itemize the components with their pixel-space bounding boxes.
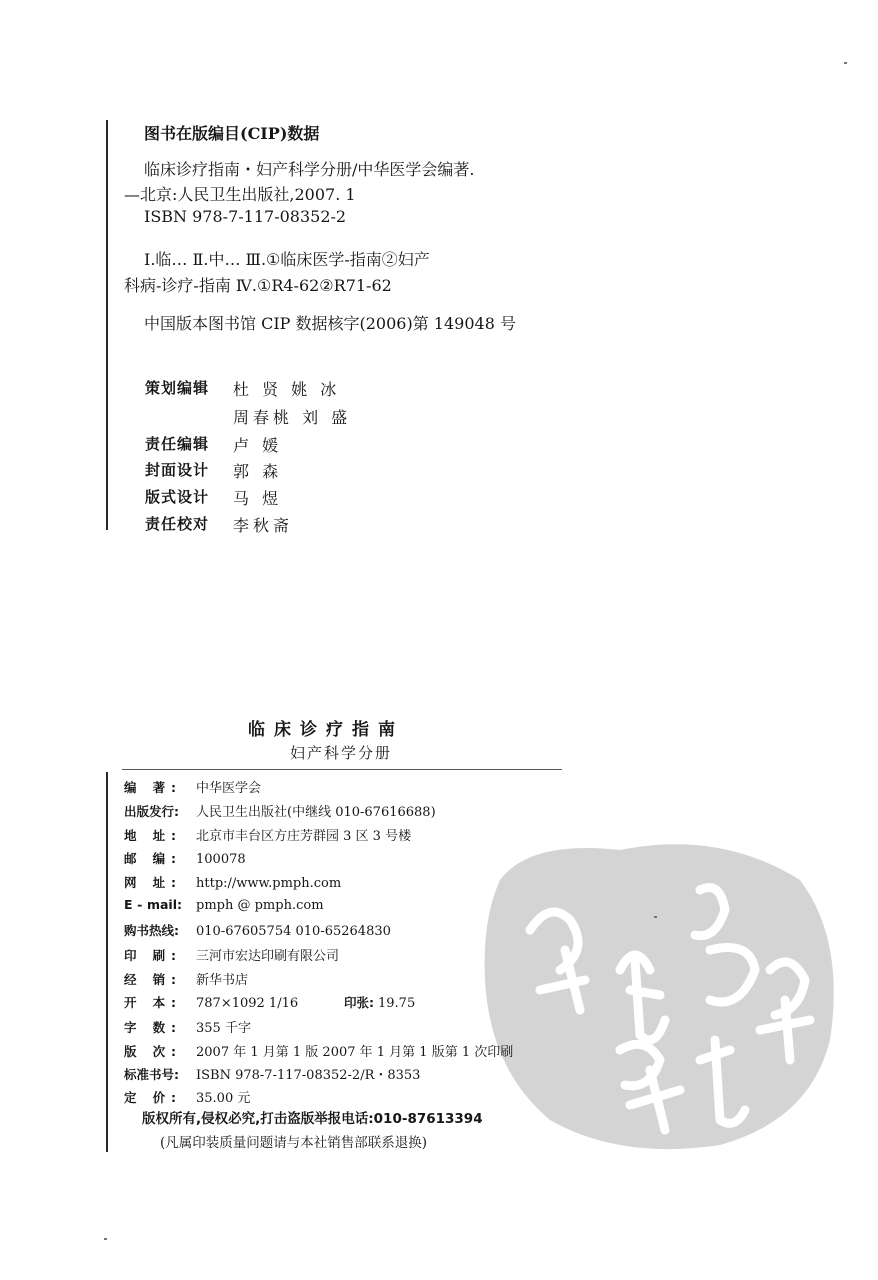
credit-names: 李秋斋 xyxy=(233,516,294,535)
imprint-row: 经 销: 新华书店 xyxy=(124,972,249,988)
divider xyxy=(122,769,562,770)
cip-line-4: Ⅰ.临… Ⅱ.中… Ⅲ.①临床医学-指南②妇产 xyxy=(144,250,430,269)
copyright-line: 版权所有,侵权必究,打击盗版举报电话:010-87613394 xyxy=(142,1111,483,1127)
book-title: 临床诊疗指南 xyxy=(248,720,404,740)
scan-speck xyxy=(844,62,847,64)
credit-names: 杜 贤 姚 冰 xyxy=(233,380,341,399)
credit-role: 策划编辑 xyxy=(145,379,210,397)
margin-rule-bottom xyxy=(106,772,108,1152)
imprint-row: 定 价: 35.00 元 xyxy=(124,1090,251,1106)
cip-line-3: ISBN 978-7-117-08352-2 xyxy=(144,207,347,226)
credit-names: 周春桃 刘 盛 xyxy=(233,408,352,427)
scan-speck xyxy=(104,1238,107,1240)
margin-rule-top xyxy=(106,120,108,530)
cip-line-1: 临床诊疗指南・妇产科学分册/中华医学会编著. xyxy=(144,160,475,179)
imprint-row: 字 数: 355 千字 xyxy=(124,1020,251,1036)
imprint-row: E - mail: pmph @ pmph.com xyxy=(124,897,324,913)
scan-speck xyxy=(654,916,657,918)
credit-names: 马 煜 xyxy=(233,489,283,508)
imprint-row: 购书热线: 010-67605754 010-65264830 xyxy=(124,923,391,939)
cip-line-5: 科病-诊疗-指南 Ⅳ.①R4-62②R71-62 xyxy=(124,276,392,295)
imprint-row: 版 次: 2007 年 1 月第 1 版 2007 年 1 月第 1 版第 1 次印刷 xyxy=(124,1044,514,1060)
credit-role: 责任校对 xyxy=(145,515,210,533)
imprint-row: 编 著: 中华医学会 xyxy=(124,780,262,796)
imprint-row: 出版发行: 人民卫生出版社(中继线 010-67616688) xyxy=(124,804,436,820)
imprint-row: 网 址: http://www.pmph.com xyxy=(124,875,342,891)
imprint-row: 印 刷: 三河市宏达印刷有限公司 xyxy=(124,948,340,964)
credit-names: 卢 媛 xyxy=(233,436,283,455)
credit-names: 郭 森 xyxy=(233,462,283,481)
imprint-row: 标准书号: ISBN 978-7-117-08352-2/R・8353 xyxy=(124,1067,421,1083)
credit-role: 版式设计 xyxy=(145,488,210,506)
cip-line-2: —北京:人民卫生出版社,2007. 1 xyxy=(124,185,356,204)
quality-notice: (凡属印装质量问题请与本社销售部联系退换) xyxy=(160,1135,428,1151)
imprint-row: 开 本: 787×1092 1/16 印张: 19.75 xyxy=(124,995,416,1011)
credit-role: 封面设计 xyxy=(145,461,210,479)
imprint-row: 邮 编: 100078 xyxy=(124,851,246,867)
cip-heading: 图书在版编目(CIP)数据 xyxy=(144,124,320,143)
imprint-row: 地 址: 北京市丰台区方庄芳群园 3 区 3 号楼 xyxy=(124,828,412,844)
credit-role: 责任编辑 xyxy=(145,435,210,453)
cip-line-6: 中国版本图书馆 CIP 数据核字(2006)第 149048 号 xyxy=(144,314,516,333)
seal-stamp-icon xyxy=(470,820,850,1160)
book-subtitle: 妇产科学分册 xyxy=(290,744,393,762)
